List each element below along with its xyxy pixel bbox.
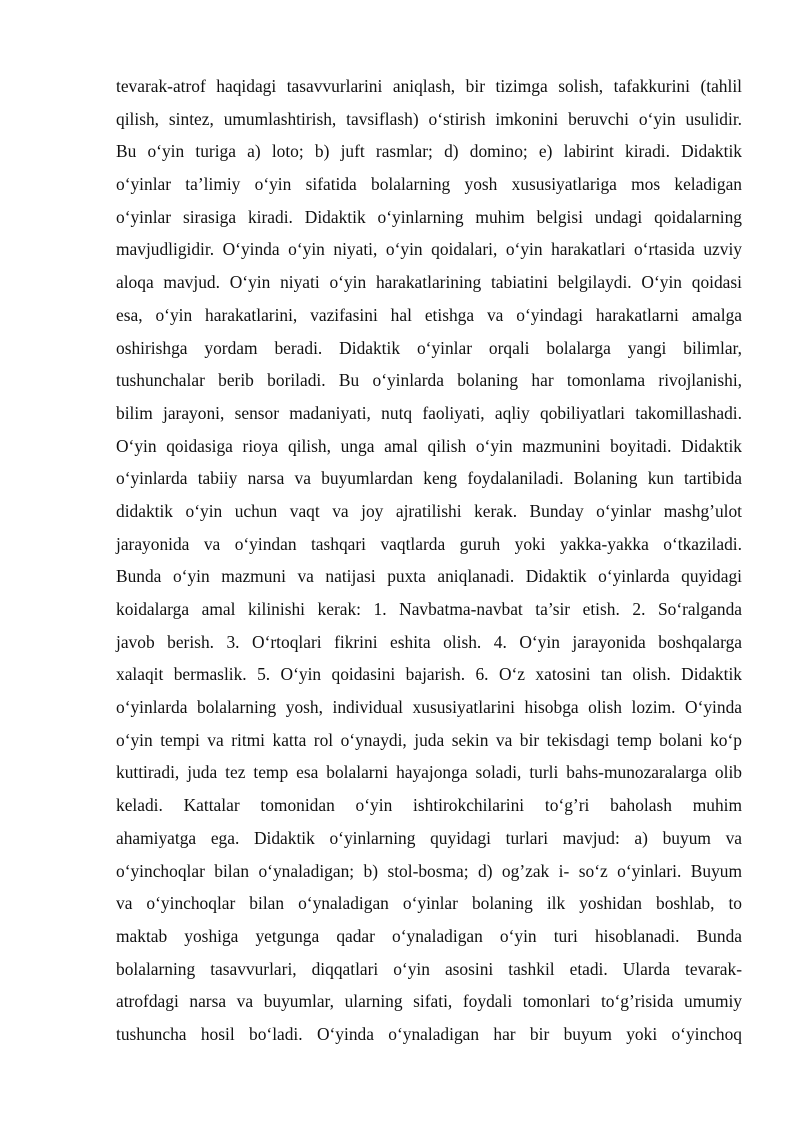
text-line: kuttiradi, juda tez temp esa bolalarni hayajonga soladi, turli bahs-munozaralarga olib <box>116 762 742 783</box>
text-line: didaktik o‘yin uchun vaqt va joy ajratilishi kerak. Bunday o‘yinlar mashg’ulot <box>116 500 742 521</box>
text-line: maktab yoshiga yetgunga qadar o‘ynaladigan o‘yin turi hisoblanadi. Bunda <box>116 925 742 946</box>
text-line: O‘yin qoidasiga rioya qilish, unga amal qilish o‘yin mazmunini boyitadi. Didaktik <box>116 435 742 456</box>
text-line: bolalarning tasavvurlari, diqqatlari o‘yin asosini tashkil etadi. Ularda tevarak- <box>116 958 742 979</box>
text-line: xalaqit bermaslik. 5. O‘yin qoidasini bajarish. 6. O‘z xatosini tan olish. Didaktik <box>116 664 742 685</box>
text-line: javob berish. 3. O‘rtoqlari fikrini eshita olish. 4. O‘yin jarayonida boshqalarga <box>116 631 742 652</box>
text-line: ahamiyatga ega. Didaktik o‘yinlarning quyidagi turlari mavjud: a) buyum va <box>116 827 742 848</box>
text-line: o‘yinchoqlar bilan o‘ynaladigan; b) stol-bosma; d) og’zak i- so‘z o‘yinlari. Buyum <box>116 860 742 881</box>
text-line: jarayonida va o‘yindan tashqari vaqtlarda guruh yoki yakka-yakka o‘tkaziladi. <box>116 533 742 554</box>
text-line: Bunda o‘yin mazmuni va natijasi puxta aniqlanadi. Didaktik o‘yinlarda quyidagi <box>116 566 742 587</box>
text-line: va o‘yinchoqlar bilan o‘ynaladigan o‘yinlar bolaning ilk yoshidan boshlab, to <box>116 893 742 914</box>
text-line: o‘yinlarda tabiiy narsa va buyumlardan keng foydalaniladi. Bolaning kun tartibida <box>116 468 742 489</box>
text-line: keladi. Kattalar tomonidan o‘yin ishtirokchilarini to‘g’ri baholash muhim <box>116 795 742 816</box>
text-line: atrofdagi narsa va buyumlar, ularning sifati, foydali tomonlari to‘g’risida umumiy <box>116 991 742 1012</box>
text-line: Bu o‘yin turiga a) loto; b) juft rasmlar; d) domino; e) labirint kiradi. Didaktik <box>116 141 742 162</box>
text-line: o‘yin tempi va ritmi katta rol o‘ynaydi, juda sekin va bir tekisdagi temp bolani ko‘p <box>116 729 742 750</box>
text-line: mavjudligidir. O‘yinda o‘yin niyati, o‘yin qoidalari, o‘yin harakatlari o‘rtasida uzviy <box>116 239 742 260</box>
text-line: qilish, sintez, umumlashtirish, tavsiflash) o‘stirish imkonini beruvchi o‘yin usulidir. <box>116 108 742 129</box>
text-line: o‘yinlar sirasiga kiradi. Didaktik o‘yinlarning muhim belgisi undagi qoidalarning <box>116 206 742 227</box>
text-line: o‘yinlar ta’limiy o‘yin sifatida bolalarning yosh xususiyatlariga mos keladigan <box>116 174 742 195</box>
text-line: tushunchalar berib boriladi. Bu o‘yinlarda bolaning har tomonlama rivojlanishi, <box>116 370 742 391</box>
text-line: o‘yinlarda bolalarning yosh, individual xususiyatlarini hisobga olish lozim. O‘yinda <box>116 697 742 718</box>
text-line: esa, o‘yin harakatlarini, vazifasini hal etishga va o‘yindagi harakatlarni amalga <box>116 304 742 325</box>
text-line: oshirishga yordam beradi. Didaktik o‘yinlar orqali bolalarga yangi bilimlar, <box>116 337 742 358</box>
body-text <box>116 70 742 1051</box>
text-line: tushuncha hosil bo‘ladi. O‘yinda o‘ynaladigan har bir buyum yoki o‘yinchoq <box>116 1023 742 1044</box>
text-line: tevarak-atrof haqidagi tasavvurlarini aniqlash, bir tizimga solish, tafakkurini (tahlil <box>116 76 742 96</box>
text-line: koidalarga amal kilinishi kerak: 1. Navbatma-navbat ta’sir etish. 2. So‘ralganda <box>116 599 742 619</box>
text-line: bilim jarayoni, sensor madaniyati, nutq faoliyati, aqliy qobiliyatlari takomillashadi. <box>116 402 742 423</box>
text-line: aloqa mavjud. O‘yin niyati o‘yin harakatlarining tabiatini belgilaydi. O‘yin qoidasi <box>116 272 742 293</box>
